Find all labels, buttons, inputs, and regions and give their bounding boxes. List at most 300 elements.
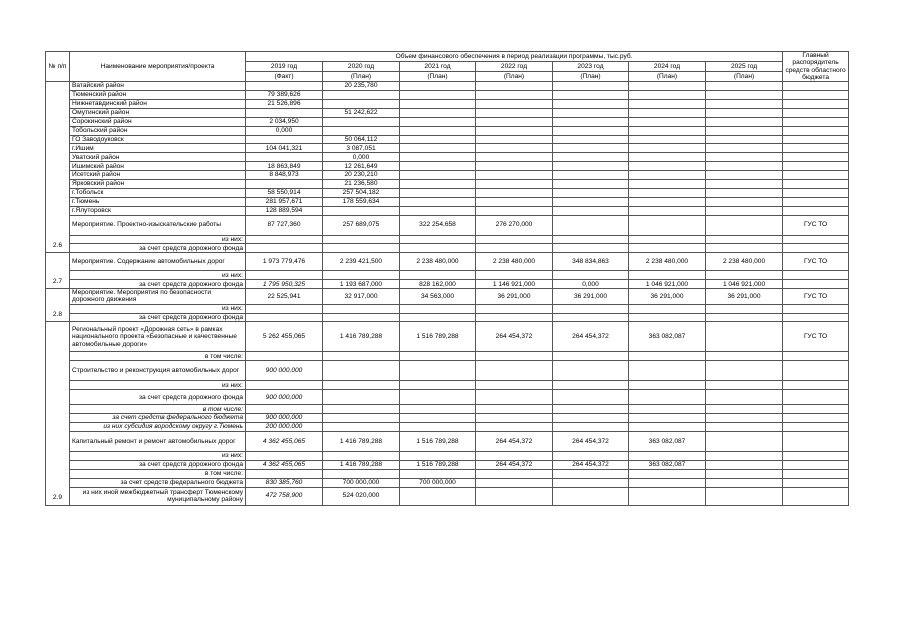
value-cell (323, 469, 400, 478)
value-cell (246, 352, 323, 361)
value-cell (706, 469, 783, 478)
value-cell (553, 361, 629, 381)
value-cell (629, 135, 706, 144)
value-cell (629, 244, 706, 253)
value-cell: 900 000,000 (246, 361, 323, 381)
value-cell (246, 381, 323, 390)
distributor-cell (783, 423, 849, 432)
distributor-cell: ГУС ТО (783, 322, 849, 352)
distributor-cell: ГУС ТО (783, 215, 849, 235)
value-cell (400, 153, 476, 162)
distributor-cell (783, 244, 849, 253)
value-cell (629, 99, 706, 108)
value-cell (553, 82, 629, 91)
section-number: 2.6 (46, 82, 70, 253)
value-cell (400, 352, 476, 361)
value-cell (553, 153, 629, 162)
value-cell (476, 179, 553, 188)
table-row (46, 153, 849, 162)
table-row (46, 322, 849, 352)
value-cell (246, 244, 323, 253)
table-row (46, 280, 849, 289)
value-cell: 1 046 921,000 (629, 280, 706, 289)
row-name: Ватайский район (70, 82, 246, 91)
table-row (46, 271, 849, 280)
value-cell: 264 454,372 (476, 322, 553, 352)
distributor-cell (783, 280, 849, 289)
value-cell (400, 313, 476, 322)
value-cell: 20 230,210 (323, 171, 400, 180)
value-cell (476, 361, 553, 381)
distributor-cell (783, 431, 849, 451)
value-cell (553, 244, 629, 253)
value-cell (553, 188, 629, 197)
value-cell: 128 889,594 (246, 206, 323, 215)
value-cell: 34 563,000 (400, 289, 476, 305)
value-cell (476, 144, 553, 153)
value-cell (476, 478, 553, 487)
value-cell: 200 000,000 (246, 423, 323, 432)
value-cell (553, 304, 629, 313)
row-name: Региональный проект «Дорожная сеть» в рамках национального проекта «Безопасные и качественные автомобильные дороги» (70, 322, 246, 352)
row-name: Нижнетавдинский район (70, 99, 246, 108)
value-cell (629, 304, 706, 313)
distributor-cell (783, 352, 849, 361)
value-cell (629, 352, 706, 361)
value-cell (553, 197, 629, 206)
header-distributor: Главный распорядитель средств областного бюджета (783, 52, 849, 82)
table-row (46, 197, 849, 206)
section-number: 2.7 (46, 253, 70, 289)
value-cell: 1 416 789,288 (323, 322, 400, 352)
table-row (46, 188, 849, 197)
value-cell: 830 385,760 (246, 478, 323, 487)
value-cell (400, 162, 476, 171)
row-name: Мероприятие. Мероприятия по безопасности дорожного движения (70, 289, 246, 305)
value-cell: 700 000,000 (400, 478, 476, 487)
distributor-cell (783, 235, 849, 244)
value-cell (706, 99, 783, 108)
value-cell (629, 206, 706, 215)
table-row (46, 390, 849, 405)
table-row (46, 478, 849, 487)
value-cell (400, 487, 476, 505)
value-cell: 1 193 687,000 (323, 280, 400, 289)
value-cell: 900 000,000 (246, 390, 323, 405)
value-cell (706, 117, 783, 126)
value-cell (476, 414, 553, 423)
distributor-cell (783, 414, 849, 423)
table-row (46, 460, 849, 469)
table-row (46, 304, 849, 313)
value-cell (476, 271, 553, 280)
value-cell (476, 304, 553, 313)
value-cell: 3 087,051 (323, 144, 400, 153)
value-cell (246, 271, 323, 280)
row-name: за счет средств федерального бюджета (70, 478, 246, 487)
value-cell (706, 91, 783, 100)
value-cell (323, 313, 400, 322)
row-name: Сорокинский район (70, 117, 246, 126)
value-cell (706, 304, 783, 313)
row-name: из них: (70, 381, 246, 390)
header-year: 2023 год (553, 62, 629, 72)
value-cell (706, 171, 783, 180)
value-cell (476, 91, 553, 100)
distributor-cell (783, 390, 849, 405)
row-name: Тюменский район (70, 91, 246, 100)
value-cell (706, 206, 783, 215)
distributor-cell (783, 153, 849, 162)
value-cell (323, 304, 400, 313)
section-number: 2.8 (46, 289, 70, 322)
value-cell (323, 117, 400, 126)
value-cell (629, 405, 706, 414)
value-cell (323, 126, 400, 135)
table-row (46, 82, 849, 91)
value-cell: 4 362 455,065 (246, 460, 323, 469)
value-cell (400, 126, 476, 135)
value-cell (323, 390, 400, 405)
value-cell (553, 313, 629, 322)
value-cell (400, 304, 476, 313)
distributor-cell (783, 135, 849, 144)
value-cell (400, 414, 476, 423)
value-cell: 322 254,658 (400, 215, 476, 235)
value-cell (553, 117, 629, 126)
row-name: в том числе: (70, 352, 246, 361)
table-row (46, 108, 849, 117)
row-name: из них: (70, 271, 246, 280)
value-cell (400, 405, 476, 414)
value-cell (629, 197, 706, 206)
value-cell (553, 381, 629, 390)
distributor-cell: ГУС ТО (783, 289, 849, 305)
value-cell (629, 162, 706, 171)
section-number: 2.9 (46, 322, 70, 505)
value-cell (246, 153, 323, 162)
table-row (46, 487, 849, 505)
value-cell: 36 291,000 (476, 289, 553, 305)
distributor-cell: ГУС ТО (783, 253, 849, 271)
value-cell: 1 795 950,325 (246, 280, 323, 289)
value-cell (706, 460, 783, 469)
row-name: из них: (70, 304, 246, 313)
value-cell (323, 271, 400, 280)
distributor-cell (783, 117, 849, 126)
value-cell (629, 361, 706, 381)
value-cell (400, 361, 476, 381)
distributor-cell (783, 108, 849, 117)
value-cell (629, 108, 706, 117)
row-name: из них иной межбюджетный трансферт Тюменскому муниципальному району (70, 487, 246, 505)
table-row (46, 352, 849, 361)
value-cell: 524 020,000 (323, 487, 400, 505)
value-cell (706, 197, 783, 206)
header-kind: (План) (553, 72, 629, 82)
value-cell: 1 146 921,000 (476, 280, 553, 289)
value-cell (476, 99, 553, 108)
value-cell (629, 451, 706, 460)
value-cell (323, 206, 400, 215)
table-row (46, 405, 849, 414)
value-cell (706, 188, 783, 197)
row-name: ГО Заводоуковск (70, 135, 246, 144)
value-cell (323, 414, 400, 423)
value-cell (553, 179, 629, 188)
value-cell (323, 361, 400, 381)
value-cell (400, 82, 476, 91)
value-cell (400, 469, 476, 478)
value-cell (706, 487, 783, 505)
row-name: Капитальный ремонт и ремонт автомобильных дорог (70, 431, 246, 451)
value-cell: 12 261,649 (323, 162, 400, 171)
table-row (46, 117, 849, 126)
value-cell: 5 262 455,065 (246, 322, 323, 352)
value-cell: 2 238 480,000 (476, 253, 553, 271)
table-row (46, 451, 849, 460)
value-cell (629, 478, 706, 487)
value-cell: 1 516 789,288 (400, 431, 476, 451)
value-cell (706, 153, 783, 162)
value-cell (706, 361, 783, 381)
value-cell (553, 144, 629, 153)
row-name: за счет средств федерального бюджета (70, 414, 246, 423)
table-row (46, 469, 849, 478)
value-cell (400, 451, 476, 460)
value-cell (706, 313, 783, 322)
value-cell (400, 244, 476, 253)
value-cell (476, 390, 553, 405)
value-cell (476, 206, 553, 215)
distributor-cell (783, 188, 849, 197)
table-row (46, 431, 849, 451)
table-row (46, 215, 849, 235)
value-cell (400, 135, 476, 144)
value-cell (246, 405, 323, 414)
value-cell (553, 451, 629, 460)
header-name: Наименование мероприятия/проекта (70, 52, 246, 82)
value-cell (246, 469, 323, 478)
value-cell: 257 504,182 (323, 188, 400, 197)
value-cell (553, 469, 629, 478)
value-cell (476, 381, 553, 390)
value-cell (400, 188, 476, 197)
value-cell: 472 758,900 (246, 487, 323, 505)
value-cell (629, 171, 706, 180)
distributor-cell (783, 162, 849, 171)
value-cell (476, 108, 553, 117)
value-cell: 257 689,075 (323, 215, 400, 235)
value-cell (706, 414, 783, 423)
row-name: Омутинский район (70, 108, 246, 117)
header-year: 2024 год (629, 62, 706, 72)
value-cell (629, 414, 706, 423)
row-name: г.Ишим (70, 144, 246, 153)
value-cell (629, 188, 706, 197)
value-cell: 828 162,000 (400, 280, 476, 289)
distributor-cell (783, 179, 849, 188)
value-cell (400, 381, 476, 390)
distributor-cell (783, 381, 849, 390)
row-name: Тобольский район (70, 126, 246, 135)
header-kind: (План) (706, 72, 783, 82)
value-cell (476, 126, 553, 135)
value-cell: 2 238 480,000 (706, 253, 783, 271)
value-cell: 50 064,112 (323, 135, 400, 144)
value-cell (553, 478, 629, 487)
value-cell (553, 91, 629, 100)
value-cell: 1 516 789,288 (400, 460, 476, 469)
value-cell (706, 405, 783, 414)
value-cell (629, 235, 706, 244)
value-cell: 4 362 455,065 (246, 431, 323, 451)
row-name: Уватский район (70, 153, 246, 162)
value-cell (400, 197, 476, 206)
value-cell (246, 82, 323, 91)
value-cell (706, 162, 783, 171)
value-cell: 58 550,914 (246, 188, 323, 197)
distributor-cell (783, 460, 849, 469)
value-cell: 348 834,863 (553, 253, 629, 271)
value-cell: 264 454,372 (476, 431, 553, 451)
table-row (46, 289, 849, 305)
value-cell (629, 271, 706, 280)
value-cell: 36 291,000 (706, 289, 783, 305)
table-row (46, 171, 849, 180)
value-cell (706, 390, 783, 405)
value-cell: 20 235,780 (323, 82, 400, 91)
value-cell (706, 108, 783, 117)
row-name: за счет средств дорожного фонда (70, 460, 246, 469)
row-name: Строительство и реконструкция автомобильных дорог (70, 361, 246, 381)
value-cell (323, 381, 400, 390)
value-cell (553, 171, 629, 180)
value-cell (553, 108, 629, 117)
value-cell: 276 270,000 (476, 215, 553, 235)
value-cell (706, 381, 783, 390)
value-cell: 700 000,000 (323, 478, 400, 487)
row-name: из них субсидия вородскому округу г.Тюмень (70, 423, 246, 432)
budget-table (45, 51, 849, 506)
value-cell (246, 179, 323, 188)
value-cell (629, 487, 706, 505)
row-name: Исетский район (70, 171, 246, 180)
value-cell (629, 215, 706, 235)
header-year: 2025 год (706, 62, 783, 72)
value-cell (323, 451, 400, 460)
value-cell (323, 352, 400, 361)
value-cell (629, 313, 706, 322)
value-cell (400, 423, 476, 432)
value-cell (323, 99, 400, 108)
row-name: г.Тобольск (70, 188, 246, 197)
value-cell (400, 271, 476, 280)
value-cell: 0,000 (553, 280, 629, 289)
value-cell (629, 82, 706, 91)
table-row (46, 414, 849, 423)
value-cell (476, 171, 553, 180)
value-cell: 363 082,087 (629, 431, 706, 451)
value-cell (246, 451, 323, 460)
value-cell: 36 291,000 (553, 289, 629, 305)
value-cell: 363 082,087 (629, 322, 706, 352)
value-cell (629, 117, 706, 126)
table-row (46, 361, 849, 381)
value-cell: 1 416 789,288 (323, 460, 400, 469)
distributor-cell (783, 451, 849, 460)
value-cell (553, 99, 629, 108)
table-row (46, 99, 849, 108)
table-row (46, 313, 849, 322)
row-name: Мероприятие. Содержание автомобильных дорог (70, 253, 246, 271)
value-cell: 264 454,372 (476, 460, 553, 469)
value-cell: 1 973 779,476 (246, 253, 323, 271)
value-cell (476, 153, 553, 162)
value-cell (553, 414, 629, 423)
distributor-cell (783, 99, 849, 108)
value-cell (400, 390, 476, 405)
value-cell (706, 126, 783, 135)
distributor-cell (783, 313, 849, 322)
value-cell (706, 215, 783, 235)
value-cell: 264 454,372 (553, 431, 629, 451)
row-name: за счет средств дорожного фонда (70, 244, 246, 253)
value-cell (400, 99, 476, 108)
value-cell (400, 179, 476, 188)
table-row (46, 235, 849, 244)
value-cell (400, 171, 476, 180)
table-row (46, 179, 849, 188)
value-cell (476, 451, 553, 460)
value-cell: 0,000 (246, 126, 323, 135)
value-cell (323, 235, 400, 244)
value-cell (476, 487, 553, 505)
value-cell: 2 238 480,000 (400, 253, 476, 271)
header-year: 2021 год (400, 62, 476, 72)
value-cell (246, 108, 323, 117)
value-cell: 0,000 (323, 153, 400, 162)
value-cell (476, 235, 553, 244)
distributor-cell (783, 171, 849, 180)
value-cell (706, 271, 783, 280)
value-cell: 1 416 789,288 (323, 431, 400, 451)
distributor-cell (783, 206, 849, 215)
value-cell (553, 135, 629, 144)
value-cell (553, 215, 629, 235)
header-kind: (План) (629, 72, 706, 82)
value-cell: 104 041,321 (246, 144, 323, 153)
value-cell (476, 135, 553, 144)
header-year: 2019 год (246, 62, 323, 72)
value-cell: 1 516 789,288 (400, 322, 476, 352)
header-row-1 (46, 52, 849, 62)
value-cell (400, 108, 476, 117)
row-name: в том числе: (70, 469, 246, 478)
value-cell: 2 239 421,500 (323, 253, 400, 271)
value-cell: 264 454,372 (553, 322, 629, 352)
header-kind: (План) (323, 72, 400, 82)
value-cell (553, 162, 629, 171)
value-cell: 2 034,950 (246, 117, 323, 126)
value-cell (629, 381, 706, 390)
value-cell (476, 469, 553, 478)
value-cell (706, 82, 783, 91)
value-cell (706, 135, 783, 144)
distributor-cell (783, 487, 849, 505)
value-cell (323, 423, 400, 432)
header-kind: (План) (476, 72, 553, 82)
